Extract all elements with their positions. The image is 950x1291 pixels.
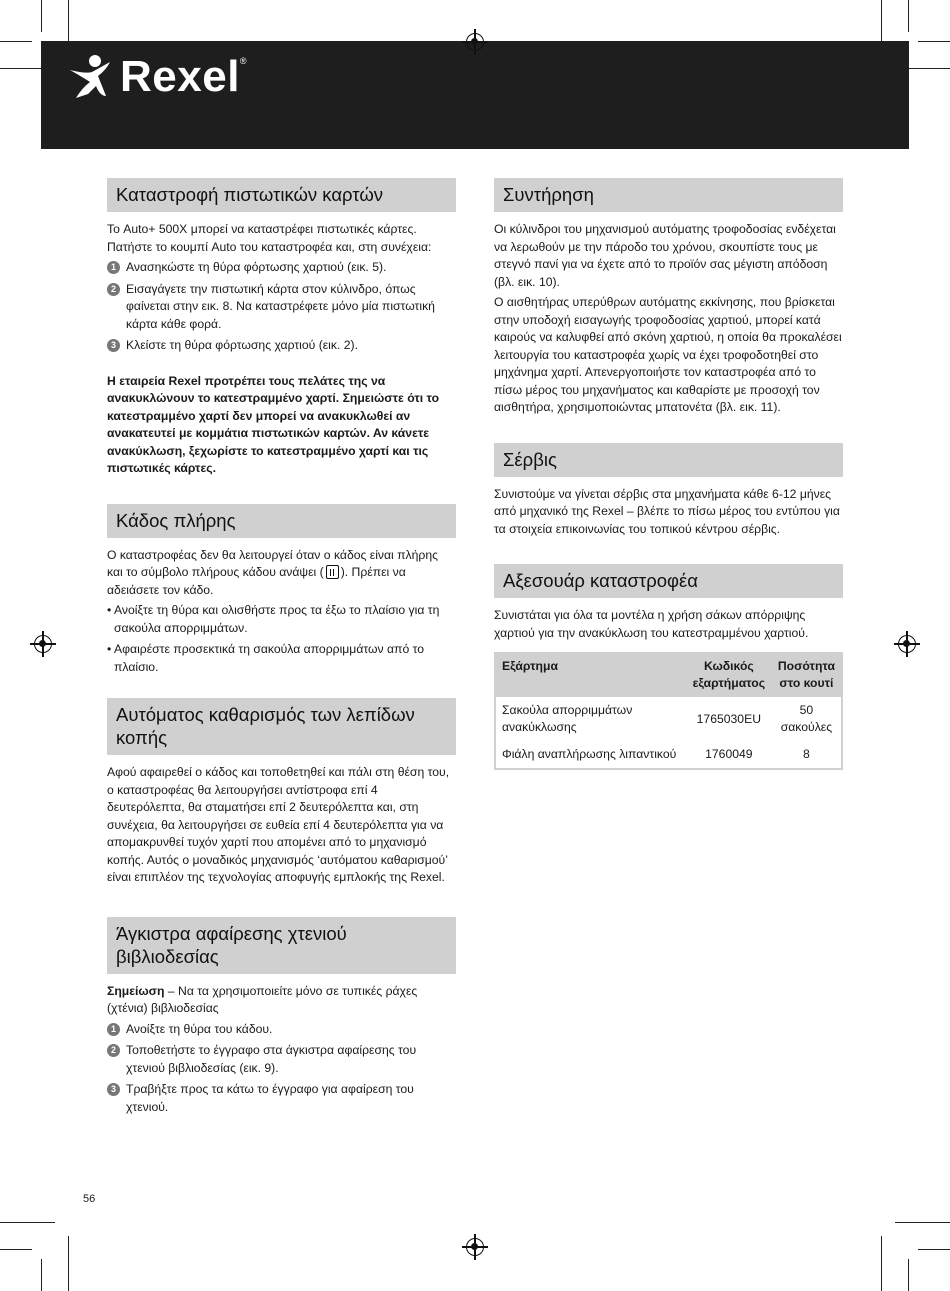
rexel-logo [66,52,247,102]
crop-mark [881,1236,882,1291]
list-item: • Ανοίξτε τη θύρα και ολισθήστε προς τα έξω το πλαίσιο για τη σακούλα απορριμμάτων. [107,603,440,635]
step-number-icon: 1 [107,1023,120,1036]
registration-mark-icon [898,635,916,653]
section-heading: Καταστροφή πιστωτικών καρτών [107,178,456,212]
crop-mark [0,41,32,42]
crop-mark [908,0,909,32]
table-row [495,741,842,769]
step-number-icon: 2 [107,283,120,296]
list-item: 2 Τοποθετήστε το έγγραφο στα άγκιστρα αφαίρεσης του χτενιού βιβλιοδεσίας (εικ. 9). [107,1042,456,1077]
page-number: 56 [83,1193,96,1205]
logo-wordmark: Rexel [120,52,240,101]
paragraph: Ο αισθητήρας υπερύθρων αυτόματης εκκίνησης, που βρίσκεται στην υποδοχή εισαγωγής τροφοδοσίας χαρτιού, μπορεί κατά καιρούς να καλυφθεί από σκόνη χαρτιού, η οποία θα προκαλέσει λειτουργία του καταστροφέα χωρίς να έχει τροφοδοτηθεί στο μηχάνημα χαρτί. Απενεργοποιήστε τον καταστροφέα από το πίσω μέρος του μηχανήματος και καθαρίστε με προσοχή τον αισθητήρα, χρησιμοποιώντας μπατονέτα (βλ. εικ. 11). [494,295,842,414]
step-number-icon: 2 [107,1044,120,1057]
crop-mark [918,41,950,42]
paragraph: Αφού αφαιρεθεί ο κάδος και τοποθετηθεί και πάλι στη θέση του, ο καταστροφέας θα λειτουργήσει αντίστροφα επί 4 δευτερόλεπτα, θα σταματήσει επί 2 δευτερόλεπτα και, στη συνέχεια, θα λειτουργήσει σε ευθεία επί 4 δευτερόλεπτα για να απομακρυνθεί τυχόν χαρτί που απομένει από το μηχανισμό κοπής. Αυτός ο μοναδικός μηχανισμός ‘αυτόματου καθαρισμού’ είναι επιπλέον της τεχνολογίας αποφυγής εμπλοκής της Rexel. [107,765,450,884]
bin-full-icon [326,565,339,579]
crop-mark [908,1259,909,1291]
list-item: 1 Ανασηκώστε τη θύρα φόρτωσης χαρτιού (εικ. 5). [107,259,456,277]
recycle-note: Η εταιρεία Rexel προτρέπει τους πελάτες της να ανακυκλώνουν το κατεστραμμένο χαρτί. Σημειώστε ότι το κατεστραμμένο χαρτί δεν μπορεί να ανακυκλωθεί αν ανακατευτεί με κομμάτια πιστωτικών καρτών. Αν κάνετε ανακύκλωση, ξεχωρίστε το κατεστραμμένο χαρτί και τις πιστωτικές κάρτες. [107,373,440,475]
table-cell: 1760049 [705,747,753,761]
list-item: 2 Εισαγάγετε την πιστωτική κάρτα στον κύλινδρο, όπως φαίνεται στην εικ. 8. Να καταστρέφετε μόνο μία πιστωτική κάρτα κάθε φορά. [107,281,456,334]
step-number-icon: 3 [107,339,120,352]
section-heading: Αξεσουάρ καταστροφέα [494,564,843,598]
list-item: 1 Ανοίξτε τη θύρα του κάδου. [107,1021,456,1039]
table-cell: 1765030EU [686,697,772,742]
list-item: 3 Κλείστε τη θύρα φόρτωσης χαρτιού (εικ. 2). [107,337,456,355]
crop-mark [68,1236,69,1291]
section-heading: Συντήρηση [494,178,843,212]
paragraph: Συνιστάται για όλα τα μοντέλα η χρήση σάκων απόρριψης χαρτιού για την ανακύκλωση του κατεστραμμένου χαρτιού. [494,608,809,640]
step-number-icon: 3 [107,1083,120,1096]
step-number-icon: 1 [107,261,120,274]
crop-mark [918,1249,950,1250]
table-row [495,697,842,742]
table-cell: Σακούλα απορριμμάτων ανακύκλωσης [495,697,686,742]
right-column [494,178,843,770]
crop-mark [41,0,42,32]
crop-mark [0,1222,55,1223]
section-heading: Κάδος πλήρης [107,504,456,538]
paragraph: Σημείωση – Να τα χρησιμοποιείτε μόνο σε τυπικές ράχες (χτένια) βιβλιοδεσίας [107,983,418,1015]
paragraph: Το Auto+ 500X μπορεί να καταστρέφει πιστωτικές κάρτες. Πατήστε το κουμπί Auto του καταστροφέα και, στη συνέχεια: [107,222,432,254]
crop-mark [895,1222,950,1223]
registration-mark-icon [466,1238,484,1256]
table-cell: Φιάλη αναπλήρωσης λιπαντικού [502,747,677,761]
paragraph: Ο καταστροφέας δεν θα λειτουργεί όταν ο κάδος είναι πλήρης και το σύμβολο πλήρους κάδου ανάψει ( ). Πρέπει να αδειάσετε τον κάδο. [107,547,439,597]
list-item: 3 Τραβήξτε προς τα κάτω το έγγραφο για αφαίρεση του χτενιού. [107,1081,456,1116]
registered-mark: ® [239,56,247,66]
column-header: Εξάρτημα [495,653,686,697]
section-heading: Άγκιστρα αφαίρεσης χτενιού βιβλιοδεσίας [107,917,456,974]
left-column [107,178,456,1120]
crop-mark [0,1249,32,1250]
table-cell: 50 σακούλες [772,697,842,742]
registration-mark-icon [34,635,52,653]
column-header: Ποσότητα στο κουτί [772,653,842,697]
list-item: • Αφαιρέστε προσεκτικά τη σακούλα απορριμμάτων από το πλαίσιο. [107,642,425,674]
column-header: Κωδικός εξαρτήματος [686,653,772,697]
paragraph: Οι κύλινδροι του μηχανισμού αυτόματης τροφοδοσίας ενδέχεται να λερωθούν με την πάροδο του χρόνου, σκουπίστε τους με στεγνό πανί για να έχετε από το προϊόν σας μέγιστη απόδοση (βλ. εικ. 10). [494,222,836,289]
section-heading: Αυτόματος καθαρισμός των λεπίδων κοπής [107,698,456,755]
paragraph: Συνιστούμε να γίνεται σέρβις στα μηχανήματα κάθε 6-12 μήνες από μηχανικό της Rexel – βλέπε το πίσω μέρος του εντύπου για τα στοιχεία επικοινωνίας του τοπικού κέντρου σέρβις. [494,486,840,536]
registration-mark-icon [466,33,484,51]
accessories-table [494,652,843,770]
section-heading: Σέρβις [494,443,843,477]
table-header-row [495,653,842,697]
crop-mark [41,1259,42,1291]
table-cell: 8 [803,747,810,761]
person-logo-icon [66,52,116,102]
